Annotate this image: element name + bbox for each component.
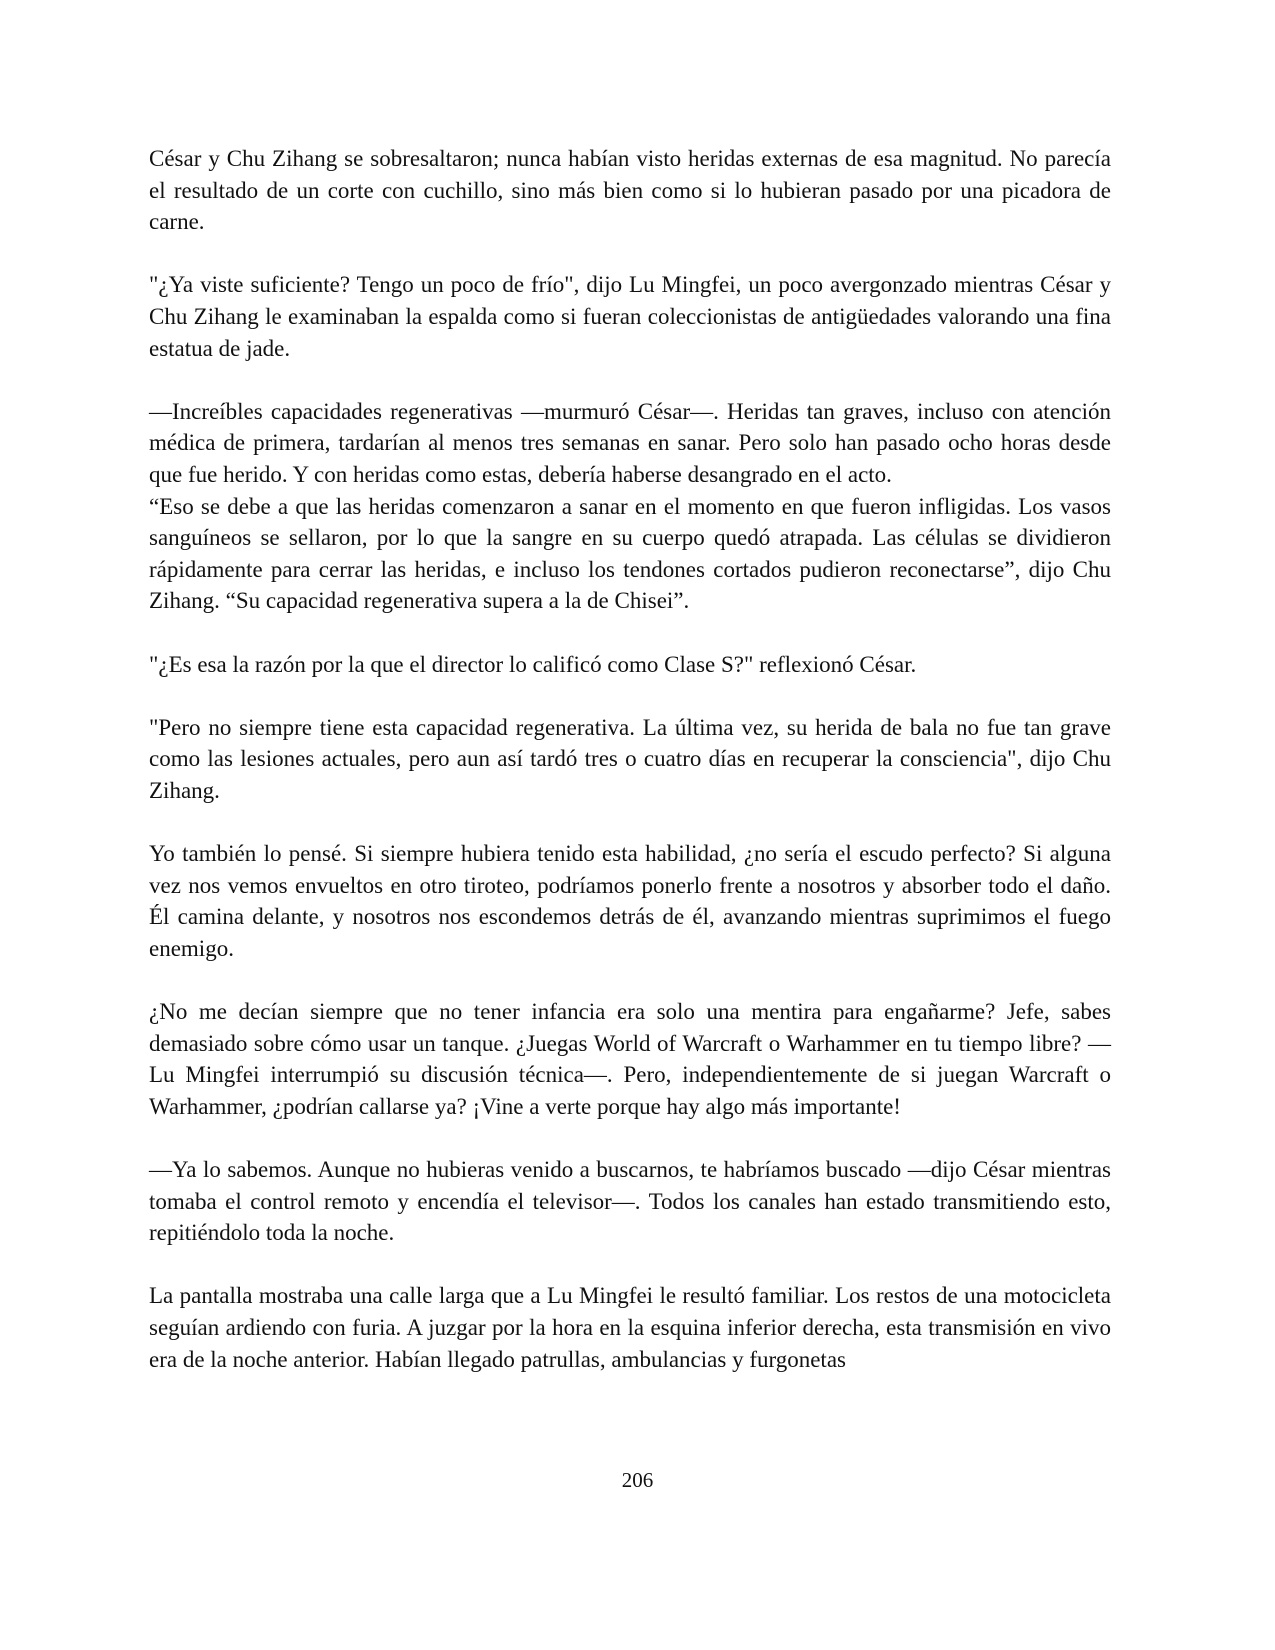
paragraph-3: —Increíbles capacidades regenerativas —murmuró César—. Heridas tan graves, incluso con atención médica de primera, tardarían al menos tres semanas en sanar. Pero solo han pasado ocho horas desde que fue herido. Y con heridas como estas, debería haberse desangrado en el acto.: [149, 398, 1111, 487]
page-number: 206: [621, 1468, 654, 1492]
paragraph-7: Yo también lo pensé. Si siempre hubiera tenido esta habilidad, ¿no sería el escudo perfecto? Si alguna vez nos vemos envueltos en otro tiroteo, podríamos ponerlo frente a nosotros y absorber todo el daño. Él camina delante, y nosotros nos escondemos detrás de él, avanzando mientras suprimimos el fuego enemigo.: [149, 841, 1111, 961]
paragraph-6: "Pero no siempre tiene esta capacidad regenerativa. La última vez, su herida de bala no fue tan grave como las lesiones actuales, pero aun así tardó tres o cuatro días en recuperar la consciencia", dijo Chu Zihang.: [149, 714, 1111, 803]
body-text: [149, 143, 1111, 1375]
paragraph-1: César y Chu Zihang se sobresaltaron; nunca habían visto heridas externas de esa magnitud. No parecía el resultado de un corte con cuchillo, sino más bien como si lo hubieran pasado por una picadora de carne.: [149, 146, 1111, 235]
paragraph-8: ¿No me decían siempre que no tener infancia era solo una mentira para engañarme? Jefe, sabes demasiado sobre cómo usar un tanque. ¿Juegas World of Warcraft o Warhammer en tu tiempo libre? —Lu Mingfei interrumpió su discusión técnica—. Pero, independientemente de si juegan Warcraft o Warhammer, ¿podrían callarse ya? ¡Vine a verte porque hay algo más importante!: [149, 999, 1111, 1119]
paragraph-2: "¿Ya viste suficiente? Tengo un poco de frío", dijo Lu Mingfei, un poco avergonzado mientras César y Chu Zihang le examinaban la espalda como si fueran coleccionistas de antigüedades valorando una fina estatua de jade.: [149, 272, 1111, 361]
paragraph-9: —Ya lo sabemos. Aunque no hubieras venido a buscarnos, te habríamos buscado —dijo César mientras tomaba el control remoto y encendía el televisor—. Todos los canales han estado transmitiendo esto, repitiéndolo toda la noche.: [149, 1157, 1111, 1246]
paragraph-4: “Eso se debe a que las heridas comenzaron a sanar en el momento en que fueron infligidas. Los vasos sanguíneos se sellaron, por lo que la sangre en su cuerpo quedó atrapada. Las células se dividieron rápidamente para cerrar las heridas, e incluso los tendones cortados pudieron reconectarse”, dijo Chu Zihang. “Su capacidad regenerativa supera a la de Chisei”.: [149, 493, 1111, 614]
paragraph-5: "¿Es esa la razón por la que el director lo calificó como Clase S?" reflexionó César.: [149, 651, 917, 677]
paragraph-10: La pantalla mostraba una calle larga que a Lu Mingfei le resultó familiar. Los restos de una motocicleta seguían ardiendo con furia. A juzgar por la hora en la esquina inferior derecha, esta transmisión en vivo era de la noche anterior. Habían llegado patrullas, ambulancias y furgonetas: [149, 1283, 1111, 1372]
